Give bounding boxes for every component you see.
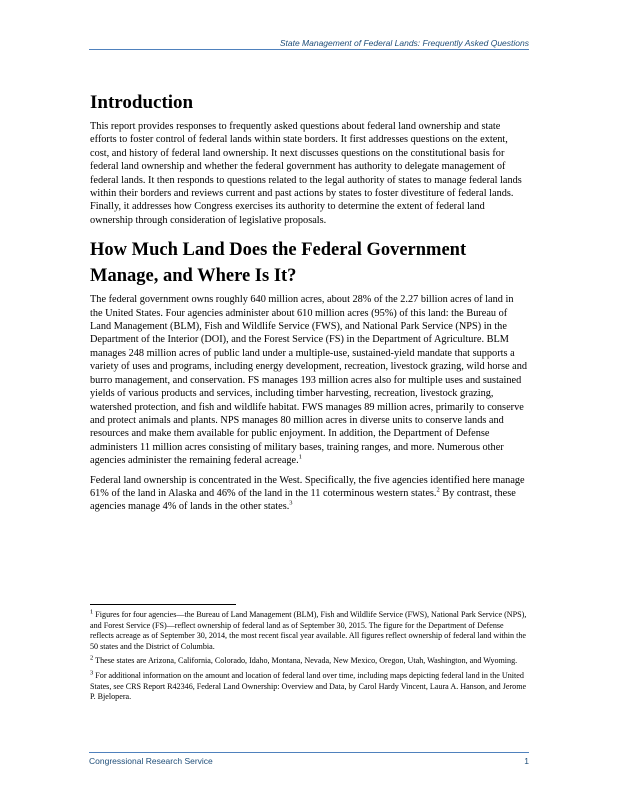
land-paragraph-1 <box>90 293 528 467</box>
footnote-separator <box>90 604 236 605</box>
land-paragraph-2-text-b: By contrast, these agencies manage 4% of lands in the other states. <box>90 487 516 513</box>
main-content <box>90 92 528 520</box>
land-paragraph-1-text: The federal government owns roughly 640 million acres, about 28% of the 2.27 billion acres of land in the United States. Four agencies administer about 610 million acres (95%) of this land: the Bureau of Land Management (BLM), Fish and Wildlife Service (FWS), and National Park Service (NPS) in the Department of the Interior (DOI), and the Forest Service (FS) in the Department of Agriculture. BLM manages 248 million acres of public land under a multiple-use, sustained-yield mandate that supports a variety of uses and programs, including energy development, recreation, livestock grazing, wild horse and burro management, and conservation. FS manages 193 million acres also for multiple uses and sustained yields of various products and services, including timber harvesting, recreation, livestock grazing, watershed protection, and fish and wildlife habitat. FWS manages 89 million acres, primarily to conserve and protect animals and plants. NPS manages 80 million acres in diverse units to conserve lands and resources and make them available for public enjoyment. In addition, the Department of Defense administers 11 million acres consisting of military bases, training ranges, and more. Numerous other agencies administer the remaining federal acreage. <box>90 294 528 467</box>
introduction-heading: Introduction <box>90 92 194 113</box>
footnote-text: Figures for four agencies—the Bureau of Land Management (BLM), Fish and Wildlife Service (FWS), National Park Service (NPS), and Forest Service (FS)—reflect ownership of federal land as of September 30, 2015. The figure for the Department of Defense reflects acreage as of September 30, 2014, the most recent fiscal year available. All figures reflect ownership of federal land within the 50 states and the District of Columbia. <box>90 610 527 651</box>
land-section-heading: How Much Land Does the Federal Government Manage, and Where Is It? <box>90 240 467 287</box>
footnote-ref-3[interactable]: 3 <box>289 499 293 507</box>
footnote-ref-1[interactable]: 1 <box>298 453 302 461</box>
running-header: State Management of Federal Lands: Frequently Asked Questions <box>279 38 529 48</box>
footnote-3 <box>90 671 528 703</box>
footnote-text: These states are Arizona, California, Colorado, Idaho, Montana, Nevada, New Mexico, Oregon, Utah, Washington, and Wyoming. <box>93 656 518 666</box>
footnote-1 <box>90 610 528 652</box>
footnote-number: 3 <box>90 669 94 677</box>
footnote-2 <box>90 656 528 667</box>
land-paragraph-2-text-a: Federal land ownership is concentrated in the West. Specifically, the five agencies identified here manage 61% of the land in Alaska and 46% of the land in the 11 coterminous western states. <box>90 474 525 499</box>
footnote-text: For additional information on the amount and location of federal land over time, including maps depicting federal land in the United States, see CRS Report R42346, Federal Land Ownership: Overview and Data, by Carol Hardy Vincent, Laura A. Hanson, and Jerome P. Bjelopera. <box>90 670 527 702</box>
land-paragraph-2 <box>90 474 528 514</box>
footer-publisher: Congressional Research Service <box>89 756 213 766</box>
footnotes <box>90 610 528 707</box>
introduction-paragraph: This report provides responses to frequently asked questions about federal land ownership and state efforts to foster control of federal lands within state borders. It first addresses questions on the extent, cost, and history of federal land ownership. It next discusses questions on the constitutional basis for federal land ownership and whether the federal government has authority to delegate management of federal lands. It then responds to questions related to the legal authority of states to manage federal lands within their borders and reviews current and past actions by states to foster divestiture of federal lands. Finally, it addresses how Congress exercises its authority to determine the extent of federal land ownership through consideration of legislative proposals. <box>90 121 522 226</box>
footnote-ref-2[interactable]: 2 <box>436 486 440 494</box>
page-number: 1 <box>524 756 529 766</box>
footnote-number: 2 <box>90 654 94 662</box>
footnote-number: 1 <box>90 608 94 616</box>
header-rule <box>89 49 529 50</box>
footer-rule <box>89 752 529 753</box>
